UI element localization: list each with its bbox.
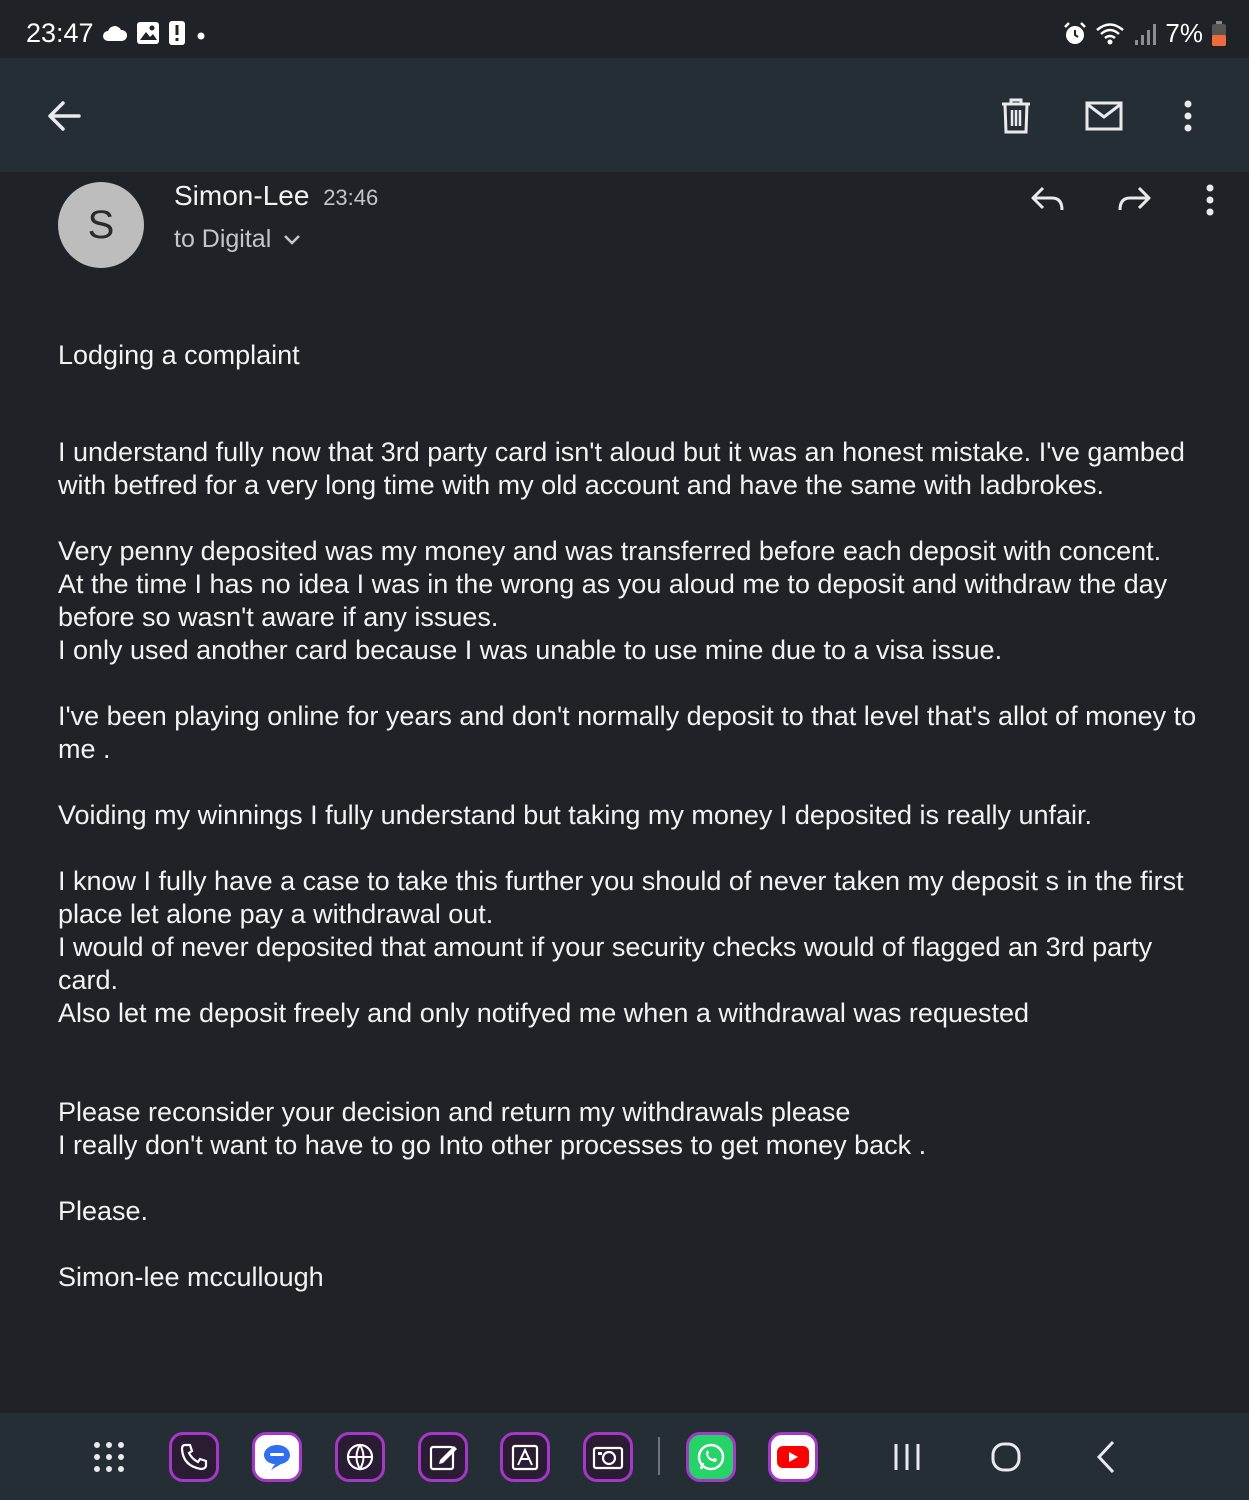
app-drawer-button[interactable] <box>84 1432 134 1482</box>
gallery-icon <box>510 1442 540 1472</box>
youtube-icon <box>776 1444 810 1470</box>
alarm-icon <box>1063 22 1087 46</box>
body-paragraph: I would of never deposited that amount if your security checks would of flagged an 3rd party card. <box>58 932 1153 995</box>
youtube-app[interactable] <box>768 1432 818 1482</box>
mail-icon <box>1085 101 1123 131</box>
status-right-icons <box>1063 18 1227 49</box>
gallery-app[interactable] <box>500 1432 550 1482</box>
wifi-icon <box>1095 22 1125 46</box>
status-left-icons <box>102 20 208 46</box>
body-paragraph: I understand fully now that 3rd party card isn't aloud but it was an honest mistake. I've gambed with betfred for a very long time with my old account and have the same with ladbrokes. <box>58 437 1185 500</box>
body-paragraph: At the time I has no idea I was in the wrong as you aloud me to deposit and withdraw the day before so wasn't aware if any issues. <box>58 569 1168 632</box>
recipient-text: to Digital <box>174 225 272 253</box>
back-icon <box>1095 1440 1117 1474</box>
battery-icon <box>1211 21 1227 47</box>
image-icon <box>136 21 160 45</box>
body-paragraph: Please reconsider your decision and return my withdrawals please <box>58 1097 851 1127</box>
sender-line <box>174 180 378 212</box>
body-paragraph: I know I fully have a case to take this further you should of never taken my deposit s in the first place let alone pay a withdrawal out. <box>58 866 1184 929</box>
recents-button[interactable] <box>882 1432 932 1482</box>
trash-icon <box>1000 98 1032 134</box>
sender-name[interactable]: Simon-Lee <box>174 180 310 211</box>
phone-icon <box>179 1442 209 1472</box>
battery-percentage: 7% <box>1165 18 1203 48</box>
apps-grid-icon <box>93 1441 125 1473</box>
nav-back-button[interactable] <box>1081 1432 1131 1482</box>
back-arrow-icon <box>47 101 81 131</box>
browser-app[interactable] <box>335 1432 385 1482</box>
whatsapp-icon <box>695 1441 727 1473</box>
alert-icon <box>168 20 186 46</box>
body-paragraph: Voiding my winnings I fully understand but taking my money I deposited is really unfair. <box>58 800 1093 830</box>
signal-icon <box>1133 22 1157 46</box>
status-bar <box>0 0 1249 58</box>
forward-icon <box>1116 186 1152 214</box>
mark-unread-button[interactable] <box>1080 92 1128 140</box>
reply-icon <box>1030 186 1066 214</box>
status-time: 23:47 <box>26 18 94 48</box>
cloud-icon <box>102 23 128 43</box>
body-paragraph: Also let me deposit freely and only notifyed me when a withdrawal was requested <box>58 998 1030 1028</box>
more-options-button[interactable] <box>1164 92 1212 140</box>
email-subject: Lodging a complaint <box>58 340 300 370</box>
reply-button[interactable] <box>1024 176 1072 224</box>
message-more-button[interactable] <box>1186 176 1234 224</box>
home-button[interactable] <box>981 1432 1031 1482</box>
body-paragraph: I've been playing online for years and don't normally deposit to that level that's allot of money to me . <box>58 701 1197 764</box>
more-vert-icon <box>1205 184 1215 216</box>
delete-button[interactable] <box>992 92 1040 140</box>
email-time: 23:46 <box>323 185 379 210</box>
sender-avatar[interactable]: S <box>58 182 144 268</box>
whatsapp-app[interactable] <box>686 1432 736 1482</box>
email-view <box>0 172 1249 1413</box>
app-toolbar <box>0 58 1249 172</box>
camera-icon <box>592 1442 624 1472</box>
browser-icon <box>345 1442 375 1472</box>
home-icon <box>990 1441 1022 1473</box>
notes-app[interactable] <box>418 1432 468 1482</box>
more-vert-icon <box>1183 100 1193 132</box>
email-signature: Simon-lee mccullough <box>58 1262 324 1292</box>
forward-button[interactable] <box>1110 176 1158 224</box>
body-paragraph: Very penny deposited was my money and was transferred before each deposit with concent. <box>58 536 1162 566</box>
phone-app[interactable] <box>169 1432 219 1482</box>
camera-app[interactable] <box>583 1432 633 1482</box>
chevron-down-icon <box>283 234 301 246</box>
email-body <box>58 436 1208 1294</box>
navigation-bar <box>0 1413 1249 1500</box>
recipient-toggle[interactable] <box>174 225 301 254</box>
messages-app[interactable] <box>252 1432 302 1482</box>
back-button[interactable] <box>40 92 88 140</box>
body-paragraph: I really don't want to have to go Into other processes to get money back . <box>58 1130 927 1160</box>
dot-icon <box>194 26 208 40</box>
body-paragraph: Please. <box>58 1196 149 1226</box>
messages-icon <box>261 1442 293 1472</box>
body-paragraph: I only used another card because I was unable to use mine due to a visa issue. <box>58 635 1003 665</box>
dock-divider <box>658 1437 660 1475</box>
recents-icon <box>892 1442 922 1472</box>
notes-icon <box>428 1442 458 1472</box>
